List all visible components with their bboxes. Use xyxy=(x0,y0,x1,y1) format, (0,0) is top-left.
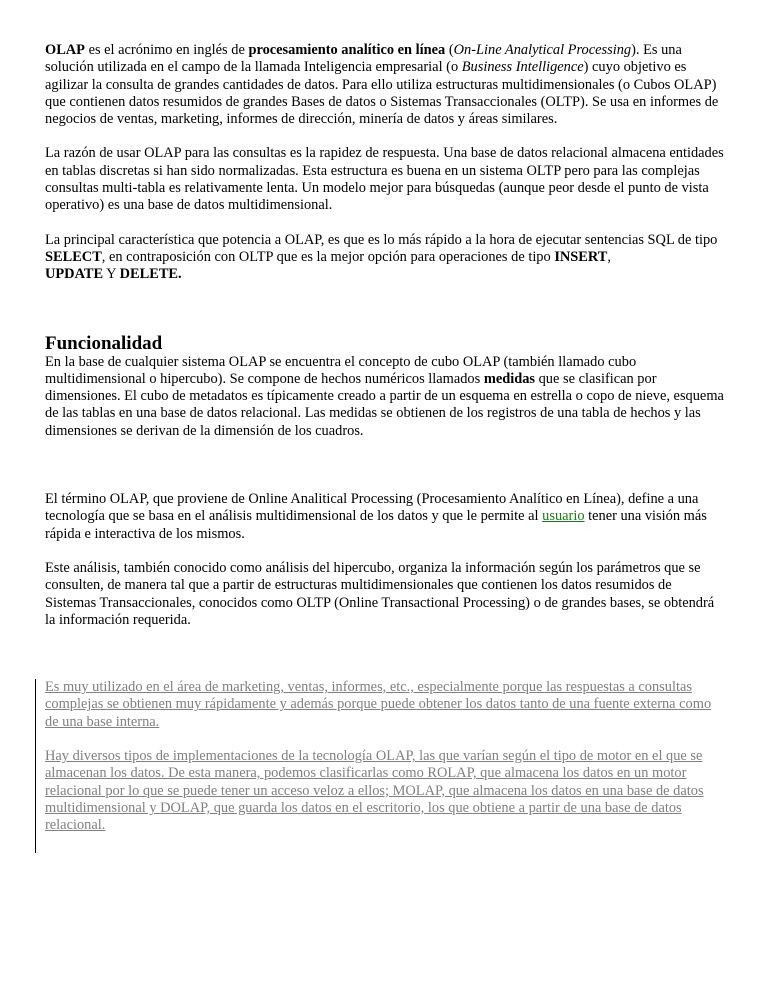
term-procesamiento: procesamiento analítico en línea xyxy=(248,42,446,58)
term-select: SELECT xyxy=(45,248,102,265)
paragraph-implementations: Hay diversos tipos de implementaciones de la tecnología OLAP, las que varían según el tipo de motor en el que se almacenan los datos. De esta manera, podemos clasificarlas como ROLAP, que almacena los datos en un motor relacional por lo que se puede tener un acceso veloz a ellos; MOLAP, que almacena los datos en una base de datos multidimensional y DOLAP, que guarda los datos en el escritorio, los que obtiene a partir de una base de datos relacional. xyxy=(45,748,704,834)
term-medidas: medidas xyxy=(483,370,536,387)
term-update: UPDATE xyxy=(45,266,104,283)
paragraph-main-feature: La principal característica que potencia a OLAP, es que es lo más rápido a la hora de ejecutar sentencias SQL de tipo SELECT, en contraposición con OLTP que es la mejor opción para operaciones de tipo INSERT, UPDATE Y DELETE. xyxy=(45,231,718,283)
change-bar xyxy=(35,679,36,853)
paragraph-hypercube: Este análisis, también conocido como análisis del hipercubo, organiza la información según los parámetros que se consulten, de manera tal que a partir de estructuras multidimensionales que contienen los datos resumidos de Sistemas Transaccionales, conocidos como OLTP (Online Transactional Processing) o de grandes bases, se obtendrá la información requerida. xyxy=(45,559,715,628)
document-page xyxy=(45,42,725,835)
term-delete: DELETE. xyxy=(119,266,182,283)
term-bi: Business Intelligence xyxy=(461,59,584,76)
paragraph-olap-definition: OLAP es el acrónimo en inglés de procesamiento analítico en línea (On-Line Analytical Processing). Es una solución utilizada en el campo de la llamada Inteligencia empresarial (o Business Intelligence) cuyo objetivo es agilizar la consulta de grandes cantidades de datos. Para ello utiliza estructuras multidimensionales (o Cubos OLAP) que contienen datos resumidos de grandes Bases de datos o Sistemas Transaccionales (OLTP). Se usa en informes de negocios de ventas, marketing, informes de dirección, minería de datos y áreas similares. xyxy=(45,42,719,128)
paragraph-marketing-use: Es muy utilizado en el área de marketing, ventas, informes, etc., especialmente porque las respuestas a consultas complejas se obtienen muy rápidamente y además porque puede obtener los datos tanto de una fuente externa como de una base interna. xyxy=(45,679,712,730)
paragraph-functionality: En la base de cualquier sistema OLAP se encuentra el concepto de cubo OLAP (también llamado cubo multidimensional o hipercubo). Se compone de hechos numéricos llamados medidas que se clasifican por dimensiones. El cubo de metadatos es típicamente creado a partir de un esquema en estrella o copo de nieve, esquema de las tablas en una base de datos relacional. Las medidas se obtienen de los registros de una tabla de hechos y las dimensiones se derivan de la dimensión de los cuadros. xyxy=(45,353,724,439)
usuario-link[interactable]: usuario xyxy=(542,508,585,525)
paragraph-term-olap: El término OLAP, que proviene de Online Analitical Processing (Procesamiento Analítico en Línea), define a una tecnología que se basa en el análisis multidimensional de los datos y que le permite al usuario tener una visión más rápida e interactiva de los mismos. xyxy=(45,491,707,542)
section-heading: Funcionalidad xyxy=(45,332,163,354)
tracked-changes-block xyxy=(45,679,725,834)
term-insert: INSERT xyxy=(554,248,608,265)
term-english: On-Line Analytical Processing xyxy=(453,42,632,58)
paragraph-reason: La razón de usar OLAP para las consultas es la rapidez de respuesta. Una base de datos relacional almacena entidades en tablas discretas si han sido normalizadas. Esta estructura es buena en un sistema OLTP pero para las complejas consultas multi-tabla es relativamente lenta. Un modelo mejor para búsquedas (aunque peor desde el punto de vista operativo) es una base de datos multidimensional. xyxy=(45,145,724,214)
term-olap: OLAP xyxy=(45,42,85,58)
